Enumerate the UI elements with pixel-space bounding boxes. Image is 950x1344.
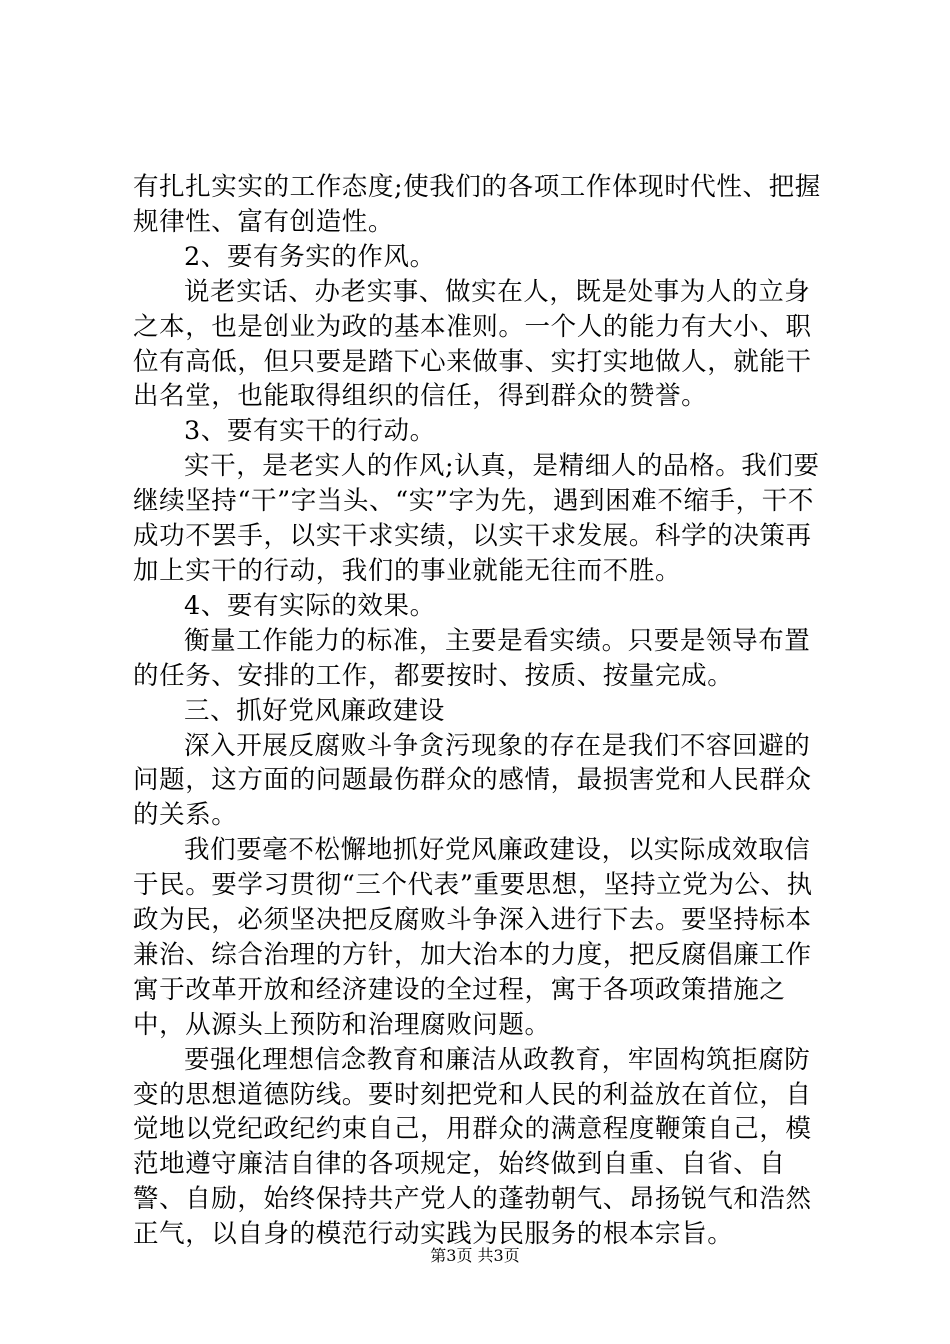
paragraph: 有扎扎实实的工作态度;使我们的各项工作体现时代性、把握规律性、富有创造性。 bbox=[133, 172, 821, 237]
section-heading: 三、抓好党风廉政建设 bbox=[184, 695, 446, 726]
paragraph: 衡量工作能力的标准，主要是看实绩。只要是领导布置的任务、安排的工作，都要按时、按质、按量完成。 bbox=[133, 625, 811, 691]
paragraph: 我们要毫不松懈地抓好党风廉政建设，以实际成效取信于民。要学习贯彻“三个代表”重要思想，坚持立党为公、执政为民，必须坚决把反腐败斗争深入进行下去。要坚持标本兼治、综合治理的方针，加大治本的力度，把反腐倡廉工作寓于改革开放和经济建设的全过程，寓于各项政策措施之中，从源头上预防和治理腐败问题。 bbox=[133, 835, 813, 1040]
section-heading: 4、要有实际的效果。 bbox=[184, 590, 436, 621]
document-body bbox=[133, 170, 833, 1252]
section-heading: 3、要有实干的行动。 bbox=[184, 416, 436, 447]
paragraph: 实干，是老实人的作风;认真，是精细人的品格。我们要继续坚持“干”字当头、“实”字为先，遇到困难不缩手，干不成功不罢手，以实干求实绩，以实干求发展。科学的决策再加上实干的行动，我们的事业就能无往而不胜。 bbox=[133, 451, 820, 586]
page-number-footer: 第3页 共3页 bbox=[430, 1246, 520, 1265]
paragraph: 说老实话、办老实事、做实在人，既是处事为人的立身之本，也是创业为政的基本准则。一个人的能力有大小、职位有高低，但只要是踏下心来做事、实打实地做人，就能干出名堂，也能取得组织的信任，得到群众的赞誉。 bbox=[133, 276, 812, 412]
section-heading: 2、要有务实的作风。 bbox=[184, 241, 436, 272]
paragraph: 要强化理想信念教育和廉洁从政教育，牢固构筑拒腐防变的思想道德防线。要时刻把党和人民的利益放在首位，自觉地以党纪政纪约束自己，用群众的满意程度鞭策自己，模范地遵守廉洁自律的各项规定，始终做到自重、自省、自警、自励，始终保持共产党人的蓬勃朝气、昂扬锐气和浩然正气，以自身的模范行动实践为民服务的根本宗旨。 bbox=[133, 1044, 812, 1250]
paragraph: 深入开展反腐败斗争贪污现象的存在是我们不容回避的问题，这方面的问题最伤群众的感情，最损害党和人民群众的关系。 bbox=[133, 730, 812, 831]
